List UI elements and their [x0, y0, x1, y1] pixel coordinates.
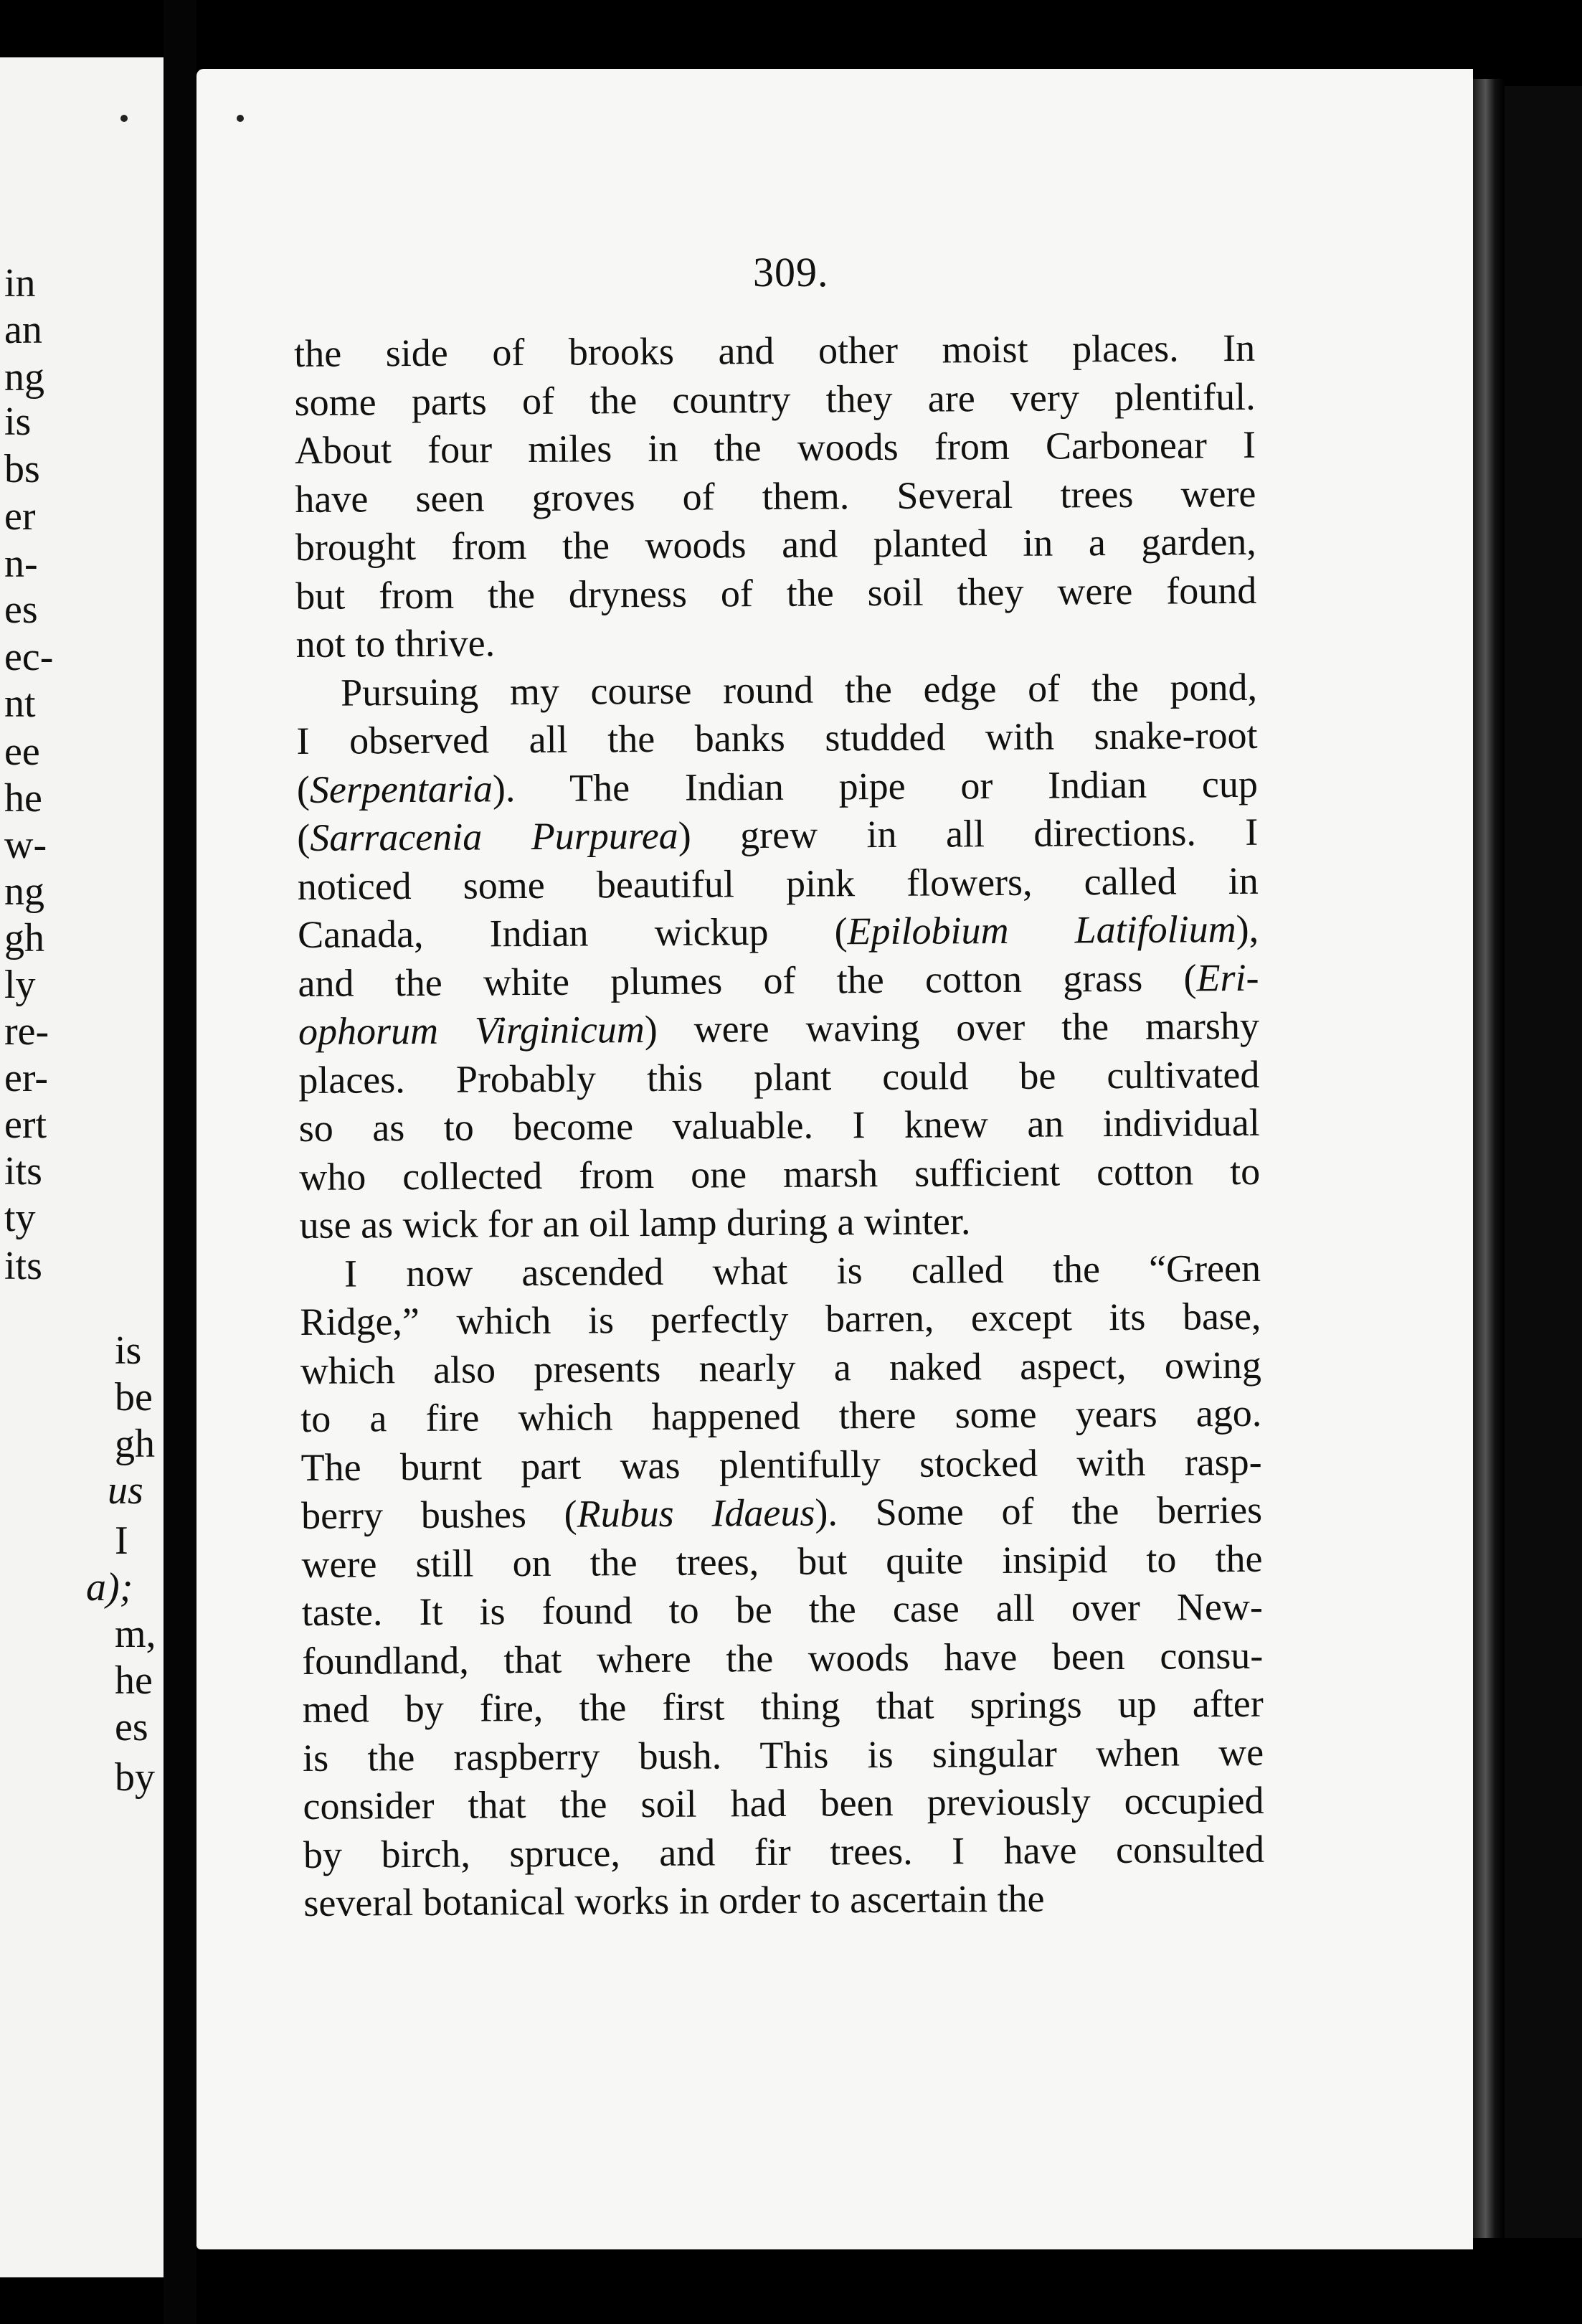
page-number: 309.: [753, 249, 829, 296]
facing-page-fragment: he: [115, 1658, 153, 1703]
facing-page-fragment: m,: [115, 1612, 156, 1656]
text-line: Ridge,” which is perfectly barren, except its base,: [300, 1294, 1261, 1343]
text-line: noticed some beautiful pink flowers, called in: [297, 859, 1259, 908]
facing-page-fragment: its: [4, 1149, 42, 1194]
facing-page-fragment: er: [4, 494, 36, 539]
text-line: berry bushes (Rubus Idaeus). Some of the berries: [300, 1488, 1263, 1537]
text-line: which also presents nearly a naked aspect, owing: [300, 1343, 1262, 1392]
paragraph: [294, 324, 1257, 669]
facing-page-fragment: w-: [4, 823, 47, 867]
text-line: by birch, spruce, and fir trees. I have consulted: [303, 1827, 1265, 1876]
facing-page-fragment: gh: [4, 916, 44, 960]
text-line: but from the dryness of the soil they were found: [295, 568, 1257, 618]
text-line: taste. It is found to be the case all over New-: [301, 1584, 1264, 1634]
paragraph: [300, 1244, 1265, 1927]
text-line: who collected from one marsh sufficient cotton to: [299, 1149, 1261, 1199]
text-line: consider that the soil had been previously occupied: [303, 1778, 1264, 1828]
facing-page-fragment: an: [4, 308, 42, 352]
botanical-name: Eri-: [1196, 955, 1259, 999]
facing-page-fragment: is: [115, 1328, 142, 1373]
page-edge-shadow: [1473, 79, 1505, 2238]
facing-page-fragment: ee: [4, 729, 40, 774]
facing-page-fragment: I: [115, 1518, 128, 1563]
specks: [237, 115, 244, 122]
text-line: use as wick for an oil lamp during a winter.: [299, 1199, 971, 1247]
text-line: med by fire, the first thing that springs up after: [302, 1681, 1264, 1731]
text-line: is the raspberry bush. This is singular when we: [302, 1730, 1264, 1780]
body-text: [294, 324, 1265, 1928]
text-line: some parts of the country they are very plentiful.: [294, 374, 1256, 424]
facing-page-fragment: re-: [4, 1009, 49, 1054]
facing-page-fragment: bs: [4, 447, 40, 491]
text-line: brought from the woods and planted in a garden,: [295, 519, 1257, 569]
text-line: Pursuing my course round the edge of the pond,: [340, 665, 1258, 714]
facing-page-fragment: es: [4, 587, 38, 632]
botanical-name: Sarracenia Purpurea: [310, 813, 678, 859]
facing-page-fragment: he: [4, 776, 42, 821]
facing-page-fragment: gh: [115, 1422, 155, 1466]
text-line: several botanical works in order to ascertain the: [303, 1876, 1045, 1924]
facing-page-fragment: ng: [4, 355, 44, 400]
text-line: Canada, Indian wickup (Epilobium Latifolium),: [297, 907, 1259, 956]
facing-page-fragment: ert: [4, 1102, 47, 1147]
botanical-name: Rubus Idaeus: [577, 1491, 815, 1536]
botanical-name: ophorum Virginicum: [298, 1008, 645, 1053]
botanical-name: Serpentaria: [309, 766, 493, 811]
paragraph: [296, 663, 1261, 1250]
facing-page-fragment: es: [115, 1705, 148, 1749]
text-line: foundland, that where the woods have been consu-: [302, 1633, 1264, 1683]
facing-page-fragment: is: [4, 400, 32, 444]
text-line: and the white plumes of the cotton grass (Eri-: [298, 955, 1259, 1005]
facing-page-fragment: ec-: [4, 635, 54, 679]
text-line: the side of brooks and other moist places. In: [294, 326, 1256, 375]
facing-page-fragment: its: [4, 1244, 42, 1288]
text-line: About four miles in the woods from Carbonear I: [294, 422, 1256, 472]
text-line: The burnt part was plentifully stocked with rasp-: [300, 1440, 1262, 1489]
book-gutter: [164, 0, 196, 2324]
text-line: not to thrive.: [295, 621, 496, 666]
facing-page-fragment: er-: [4, 1056, 49, 1100]
facing-page-fragment: us: [108, 1468, 143, 1513]
facing-page-fragment: ng: [4, 869, 44, 914]
text-line: so as to become valuable. I knew an individual: [298, 1100, 1260, 1150]
text-line: I now ascended what is called the “Green: [344, 1246, 1261, 1295]
facing-page-fragment: be: [115, 1375, 153, 1420]
facing-page-fragment: ly: [4, 963, 36, 1007]
text-line: were still on the trees, but quite insipid to the: [301, 1536, 1263, 1586]
text-line: (Serpentaria). The Indian pipe or Indian cup: [296, 762, 1259, 811]
facing-page-fragment: nt: [4, 681, 36, 726]
text-line: ophorum Virginicum) were waving over the marshy: [298, 1003, 1260, 1053]
text-line: places. Probably this plant could be cultivated: [298, 1052, 1260, 1102]
scan-border: [1505, 86, 1582, 2238]
text-line: have seen groves of them. Several trees were: [295, 471, 1256, 521]
facing-page-fragment: by: [115, 1755, 155, 1800]
facing-page-fragment: n-: [4, 542, 38, 586]
text-line: (Sarracenia Purpurea) grew in all directions. I: [297, 810, 1259, 859]
text-line: to a fire which happened there some years ago.: [300, 1391, 1262, 1440]
text-line: I observed all the banks studded with snake-root: [296, 713, 1258, 762]
facing-page-fragment: in: [4, 261, 36, 306]
facing-page-edge: [0, 57, 164, 2277]
facing-page-fragment: ty: [4, 1196, 36, 1240]
facing-page-fragment: a);: [86, 1565, 133, 1610]
botanical-name: Epilobium Latifolium: [847, 907, 1236, 953]
specks: [120, 115, 128, 122]
